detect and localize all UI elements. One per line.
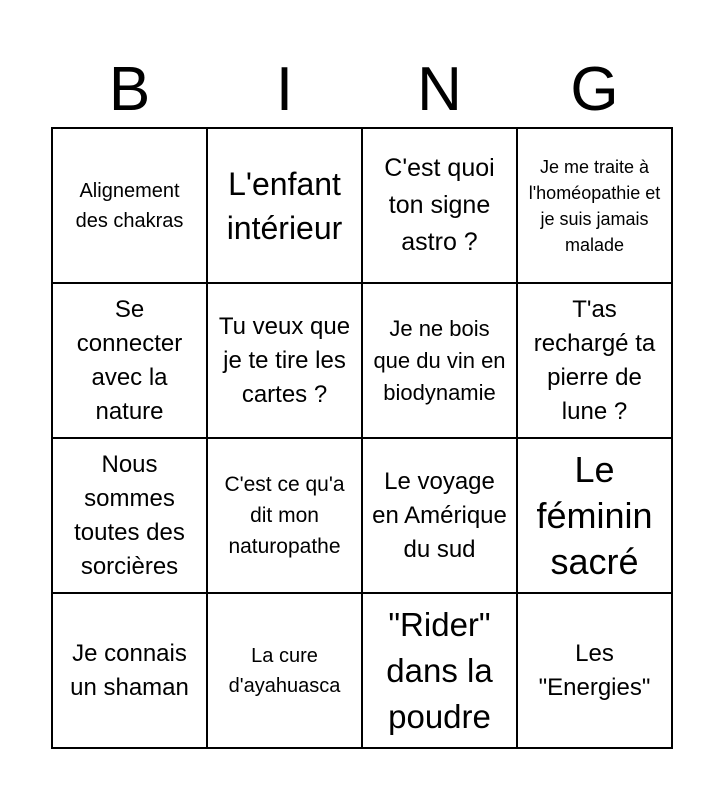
bingo-cell[interactable] (518, 594, 673, 749)
cell-text: La cure d'ayahuasca (228, 644, 341, 697)
cell-text: Nous sommes toutes des sorcières (74, 450, 185, 580)
header-letter-i: I (275, 55, 294, 124)
cell-text: Je me traite à l'homéopathie et je suis jamais malade (528, 156, 661, 255)
cell-text: C'est ce qu'a dit mon naturopathe (224, 473, 345, 558)
cell-text: T'as rechargé ta pierre de lune ? (533, 295, 656, 425)
cell-text: Tu veux que je te tire les cartes ? (218, 312, 351, 408)
bingo-cell[interactable] (208, 284, 363, 439)
cell-text: C'est quoi ton signe astro ? (384, 154, 495, 256)
bingo-cell[interactable] (518, 439, 673, 594)
bingo-cell[interactable] (518, 129, 673, 284)
bingo-cell[interactable] (53, 439, 208, 594)
bingo-cell[interactable] (208, 439, 363, 594)
bingo-cell[interactable] (53, 129, 208, 284)
bingo-cell[interactable] (208, 129, 363, 284)
header-letter-b: B (108, 55, 151, 124)
bingo-cell[interactable] (208, 594, 363, 749)
bingo-cell[interactable] (53, 594, 208, 749)
bingo-cell[interactable] (518, 284, 673, 439)
bingo-cell[interactable] (363, 439, 518, 594)
bingo-cell[interactable] (363, 594, 518, 749)
bingo-header (52, 55, 672, 125)
cell-text: Alignement des chakras (75, 179, 184, 232)
bingo-card (51, 127, 673, 749)
cell-text: Le voyage en Amérique du sud (372, 467, 507, 563)
cell-text: "Rider" dans la poudre (386, 605, 493, 735)
bingo-cell[interactable] (363, 129, 518, 284)
cell-text: Le féminin sacré (536, 448, 653, 582)
cell-text: Je ne bois que du vin en biodynamie (373, 315, 506, 405)
header-letter-n: N (417, 55, 462, 124)
header-letter-g: G (570, 55, 619, 124)
cell-text: L'enfant intérieur (226, 165, 343, 246)
bingo-cell[interactable] (363, 284, 518, 439)
cell-text: Se connecter avec la nature (76, 295, 183, 425)
cell-text: Je connais un shaman (70, 639, 189, 701)
cell-text: Les "Energies" (538, 639, 651, 701)
bingo-cell[interactable] (53, 284, 208, 439)
